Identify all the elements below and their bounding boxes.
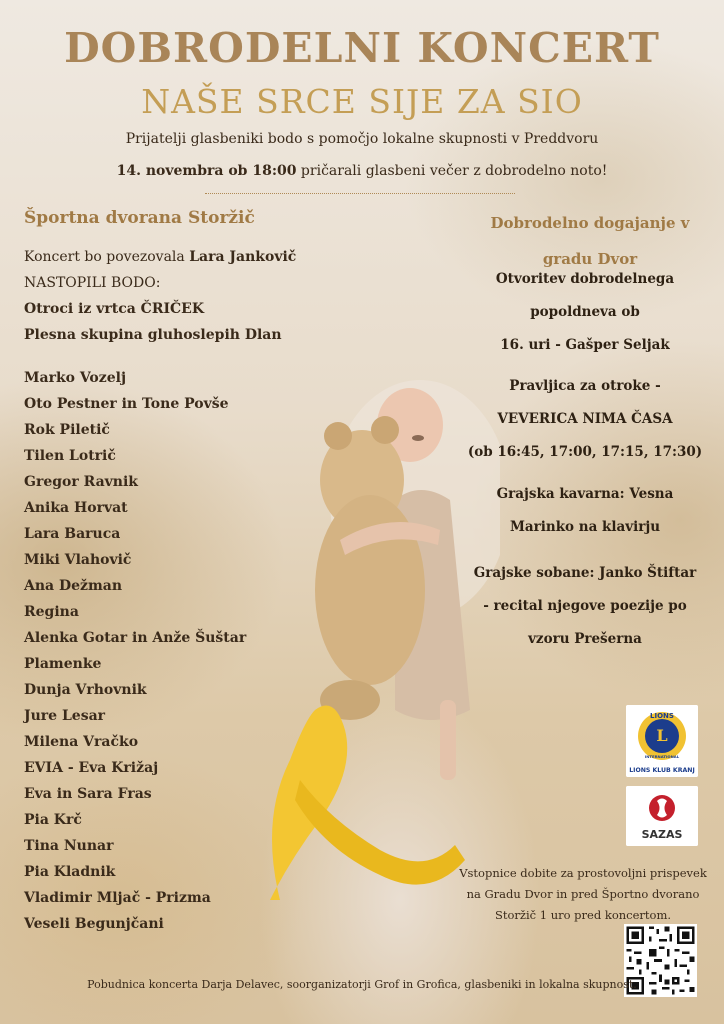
- footer-credits: Pobudnica koncerta Darja Delavec, soorganizatorji Grof in Grofica, glasbeniki in lokalna skupnost.: [87, 978, 637, 991]
- event-castle-cafe: [455, 478, 715, 544]
- performer-item: Eva in Sara Fras: [24, 786, 152, 802]
- event-castle-halls: [455, 557, 715, 656]
- performers-list: [24, 369, 246, 941]
- event-opening: [455, 263, 715, 362]
- performer-item: Pia Krč: [24, 812, 82, 828]
- lions-club-logo: [626, 705, 698, 777]
- castle-events-heading-line: gradu Dvor: [542, 250, 638, 268]
- performer-item: Veseli Begunjčani: [24, 916, 164, 932]
- castle-events-heading-line: Dobrodelno dogajanje v: [490, 214, 690, 232]
- performer-item: Marko Vozelj: [24, 370, 127, 386]
- lions-logo-caption: LIONS KLUB KRANJ: [629, 767, 695, 774]
- performer-item: Pia Kladnik: [24, 864, 116, 880]
- event-line: VEVERICA NIMA ČASA: [497, 411, 673, 427]
- performer-item: Milena Vračko: [24, 734, 139, 750]
- concert-date: 14. novembra ob 18:00: [116, 163, 297, 179]
- divider: [205, 193, 515, 194]
- sazas-logo: [626, 786, 698, 846]
- event-line: vzoru Prešerna: [528, 631, 642, 647]
- tickets-line: na Gradu Dvor in pred Športno dvorano: [466, 887, 700, 901]
- performer-item: Plamenke: [24, 656, 102, 672]
- performer-item: EVIA - Eva Križaj: [24, 760, 159, 776]
- host-name: Lara Jankovič: [189, 249, 297, 265]
- event-line: Pravljica za otroke -: [509, 378, 661, 394]
- lions-logo-letters: LIONS: [650, 712, 674, 720]
- intro-line-2-rest: pričarali glasbeni večer z dobrodelno noto!: [296, 163, 608, 179]
- event-line: Marinko na klavirju: [509, 519, 661, 535]
- performer-item: Vladimir Mljač - Prizma: [24, 890, 211, 906]
- tickets-line: Vstopnice dobite za prostovoljni prispevek: [459, 866, 707, 880]
- svg-text:L: L: [656, 726, 668, 745]
- event-line: popoldneva ob: [530, 304, 640, 320]
- sazas-text: SAZAS: [641, 828, 683, 841]
- performer-item: Tilen Lotrič: [24, 448, 116, 464]
- performer-item: Jure Lesar: [24, 708, 106, 724]
- tickets-line: Storžič 1 uro pred koncertom.: [494, 908, 672, 922]
- event-line: (ob 16:45, 17:00, 17:15, 17:30): [467, 444, 703, 460]
- event-line: Otvoritev dobrodelnega: [495, 271, 675, 287]
- performer-item: Regina: [24, 604, 79, 620]
- event-line: - recital njegove poezije po: [483, 598, 687, 614]
- event-fairy-tale: [455, 370, 715, 469]
- host-prefix: Koncert bo povezovala: [24, 249, 190, 265]
- group-item: Plesna skupina gluhoslepih Dlan: [24, 327, 282, 343]
- venue-heading: Športna dvorana Storžič: [24, 208, 255, 228]
- intro-line-2: [0, 163, 724, 179]
- performer-item: Tina Nunar: [24, 838, 114, 854]
- yellow-ribbon-icon: [240, 700, 470, 910]
- intro-line-1: Prijatelji glasbeniki bodo s pomočjo lokalne skupnosti v Preddvoru: [125, 131, 599, 147]
- performer-item: Ana Dežman: [24, 578, 123, 594]
- event-line: 16. uri - Gašper Seljak: [500, 337, 670, 353]
- performers-heading: NASTOPILI BODO:: [24, 275, 161, 291]
- performer-item: Anika Horvat: [24, 500, 128, 516]
- host-line: [24, 249, 296, 265]
- performer-item: Rok Piletič: [24, 422, 110, 438]
- lions-logo-ring: INTERNATIONAL: [644, 754, 680, 759]
- page-subtitle: NAŠE SRCE SIJE ZA SIO: [141, 82, 583, 121]
- page-title: DOBRODELNI KONCERT: [64, 24, 660, 72]
- group-item: Otroci iz vrtca ČRIČEK: [24, 301, 204, 317]
- performer-item: Alenka Gotar in Anže Šuštar: [24, 630, 247, 646]
- performer-item: Gregor Ravnik: [24, 474, 138, 490]
- event-line: Grajska kavarna: Vesna: [496, 486, 674, 502]
- performer-item: Miki Vlahovič: [24, 552, 132, 568]
- event-line: Grajske sobane: Janko Štiftar: [473, 565, 697, 581]
- performer-item: Oto Pestner in Tone Povše: [24, 396, 229, 412]
- performer-item: Dunja Vrhovnik: [24, 682, 147, 698]
- tickets-info: [458, 863, 708, 926]
- performer-item: Lara Baruca: [24, 526, 121, 542]
